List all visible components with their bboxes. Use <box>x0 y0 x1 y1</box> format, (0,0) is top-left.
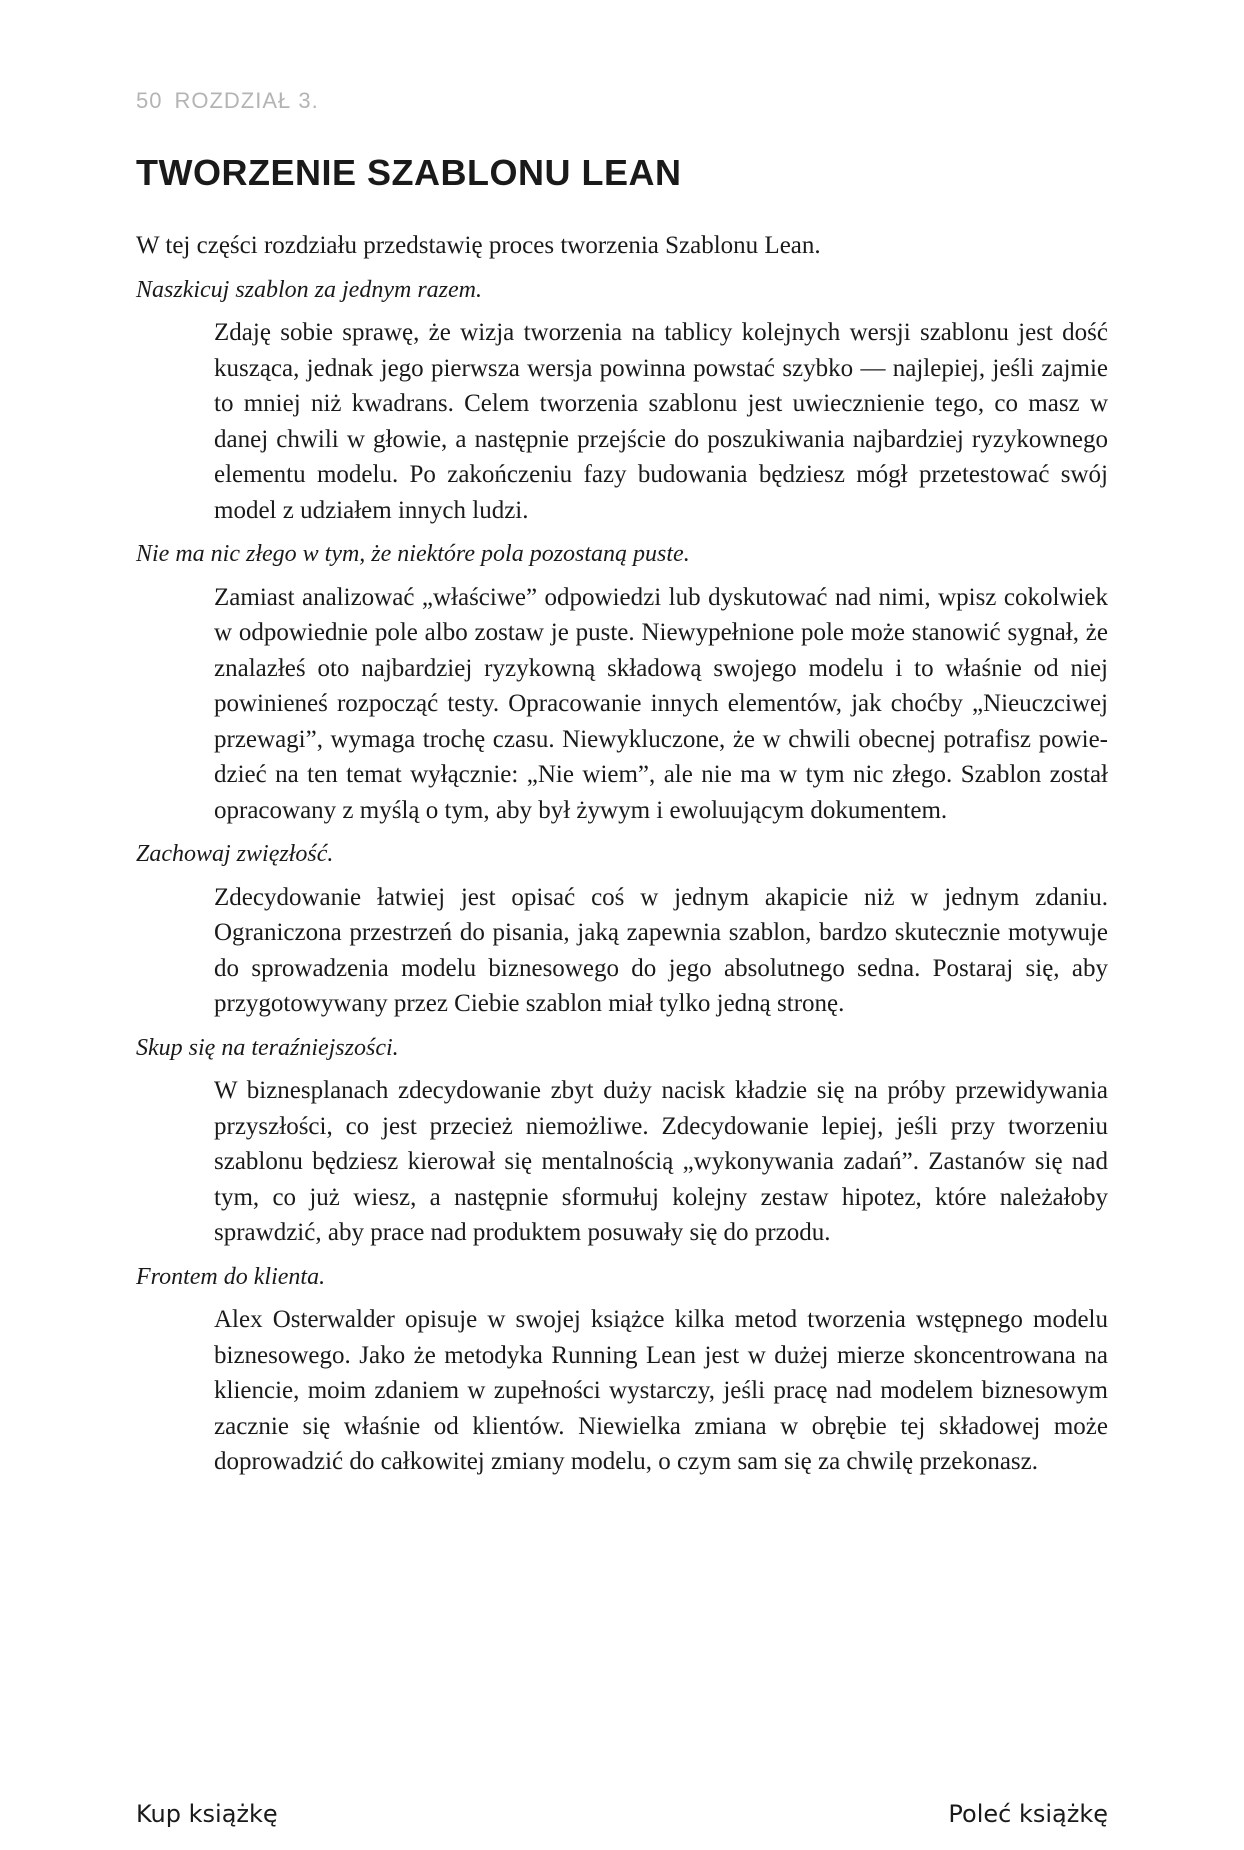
guideline-item <box>136 1260 1108 1480</box>
guideline-item <box>136 537 1108 828</box>
section-title: TWORZENIE SZABLONU LEAN <box>136 152 682 193</box>
guideline-item <box>136 273 1108 529</box>
buy-book-link[interactable]: Kup książkę <box>136 1800 278 1828</box>
guideline-title: Naszkicuj szablon za jednym razem. <box>136 276 482 303</box>
guideline-title: Zachowaj zwięzłość. <box>136 841 334 867</box>
guideline-title: Nie ma nic złego w tym, że niektóre pola pozostaną puste. <box>136 541 690 567</box>
guideline-body: Alex Osterwalder opisuje w swojej książce kilka metod tworzenia wstępnego modelu biznesowego. Jako że metodyka Running Lean jest w dużej mierze skoncentrowana na kliencie, moim zdaniem w zupełności wystarczy, jeśli pracę nad modelem biznesowym zacznie się właśnie od klientów. Niewielka zmiana w obrębie tej składowej może doprowadzić do całkowitej zmiany modelu, o czym sam się za chwilę przekonasz. <box>214 1306 1108 1475</box>
guideline-title: Frontem do klienta. <box>136 1263 326 1290</box>
running-head <box>136 88 319 114</box>
guideline-item <box>136 837 1108 1022</box>
section-content <box>136 228 1108 1489</box>
guideline-body: W biznesplanach zdecydowanie zbyt duży nacisk kładzie się na próby przewidywania przyszłości, co jest przecież niemożliwe. Zdecydowanie lepiej, jeśli przy tworzeniu szablonu będziesz kierował się mentalnością „wykonywania zadań”. Zastanów się nad tym, co już wiesz, a następnie sformułuj kolejny zestaw hipotez, które należałoby sprawdzić, aby prace nad produktem posuwały się do przodu. <box>214 1077 1108 1246</box>
guideline-title: Skup się na teraźniejszości. <box>136 1034 399 1061</box>
chapter-label: ROZDZIAŁ 3. <box>174 88 319 113</box>
guideline-item <box>136 1031 1108 1251</box>
guideline-body: Zdaję sobie sprawę, że wizja tworzenia na tablicy kolejnych wersji szablonu jest dość kusząca, jednak jego pierwsza wersja powinna powstać szybko — najlepiej, jeśli zajmie to mniej niż kwadrans. Celem tworzenia szablonu jest uwiecznienie tego, co masz w danej chwili w głowie, a następnie przejście do poszukiwania najbardziej ryzykownego elementu modelu. Po zakończeniu fazy budowania będziesz mógł przetestować swój model z udziałem innych ludzi. <box>214 319 1108 524</box>
page-number: 50 <box>136 88 163 113</box>
intro-paragraph: W tej części rozdziału przedstawię proces tworzenia Szablonu Lean. <box>136 232 821 259</box>
guideline-body: Zamiast analizować „właściwe” odpowiedzi lub dyskutować nad nimi, wpisz cokolwiek w odpowiednie pole albo zostaw je puste. Niewypełnione pole może stanowić sygnał, że znalazłeś oto najbardziej ryzykowną składową swojego modelu i to właśnie od niej powinieneś rozpocząć testy. Opracowanie innych elementów, jak choćby „Nieuczciwej przewagi”, wymaga trochę czasu. Niewykluczone, że w chwili obecnej potrafisz powiedzieć na ten temat wyłącznie: „Nie wiem”, ale nie ma w tym nic złego. Szablon został opracowany z myślą o tym, aby był żywym i ewoluującym dokumentem. <box>214 583 1108 824</box>
recommend-book-link[interactable]: Poleć książkę <box>948 1800 1108 1828</box>
guideline-body: Zdecydowanie łatwiej jest opisać coś w jednym akapicie niż w jednym zdaniu. Ograniczona przestrzeń do pisania, jaką zapewnia szablon, bardzo skutecznie motywuje do sprowadzenia modelu biznesowego do jego absolutnego sedna. Postaraj się, aby przygotowywany przez Ciebie szablon miał tylko jedną stronę. <box>214 883 1108 1017</box>
